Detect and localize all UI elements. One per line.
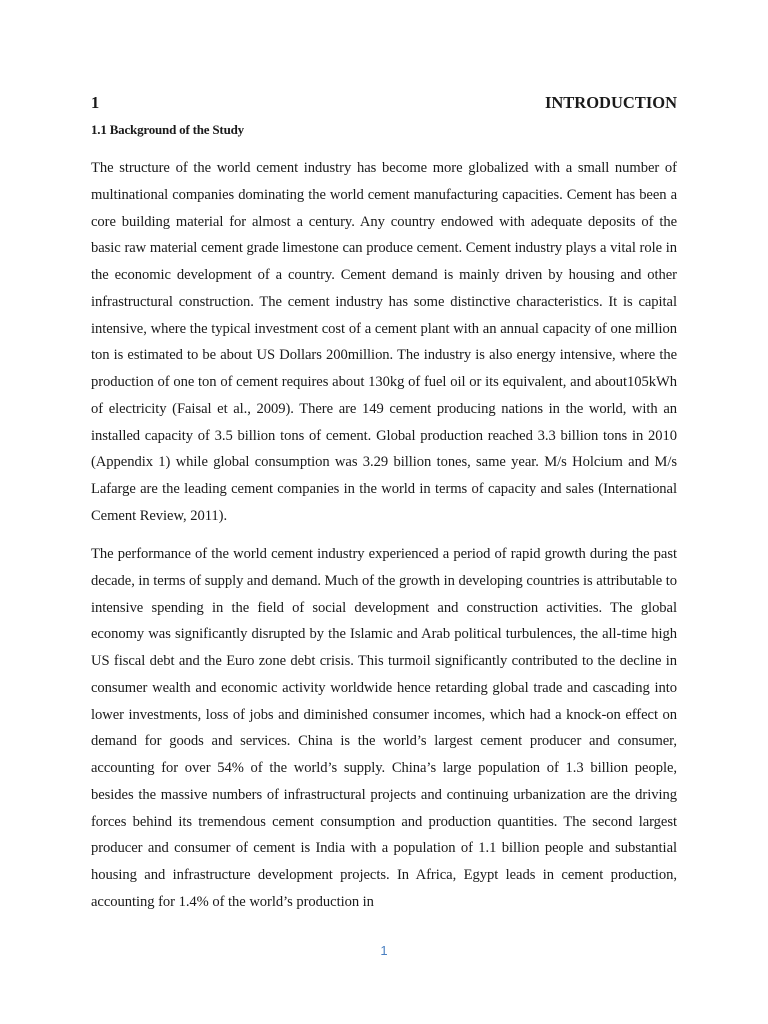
section-heading: 1.1 Background of the Study — [91, 122, 244, 137]
page-number: 1 — [380, 943, 388, 958]
chapter-number: 1 — [91, 93, 100, 112]
body-paragraph-1: The structure of the world cement industry has become more globalized with a small number of multinational companies dominating the world cement manufacturing capacities. Cement has been a core building material for almost a century. Any country endowed with adequate deposits of the basic raw material cement grade limestone can produce cement. Cement industry plays a vital role in the economic development of a country. Cement demand is mainly driven by housing and other infrastructural construction. The cement industry has some distinctive characteristics. It is capital intensive, where the typical investment cost of a cement plant with an annual capacity of one million ton is estimated to be about US Dollars 200million. The industry is also energy intensive, where the production of one ton of cement requires about 130kg of fuel oil or its equivalent, and about105kWh of electricity (Faisal et al., 2009). There are 149 cement producing nations in the world, with an installed capacity of 3.5 billion tons of cement. Global production reached 3.3 billion tons in 2010 (Appendix 1) while global consumption was 3.29 billion tones, same year. M/s Holcium and M/s Lafarge are the leading cement companies in the world in terms of capacity and sales (International Cement Review, 2011). — [91, 160, 677, 524]
chapter-heading — [91, 92, 677, 114]
body-paragraph-2: The performance of the world cement industry experienced a period of rapid growth during the past decade, in terms of supply and demand. Much of the growth in developing countries is attributable to intensive spending in the field of social development and construction activities. The global economy was significantly disrupted by the Islamic and Arab political turbulences, the all-time high US fiscal debt and the Euro zone debt crisis. This turmoil significantly contributed to the decline in consumer wealth and economic activity worldwide hence retarding global trade and cascading into lower investments, loss of jobs and diminished consumer incomes, which had a knock-on effect on demand for goods and services. China is the world’s largest cement producer and consumer, accounting for over 54% of the world’s supply. China’s large population of 1.3 billion people, besides the massive numbers of infrastructural projects and continuing urbanization are the driving forces behind its tremendous cement consumption and production quantities. The second largest producer and consumer of cement is India with a population of 1.1 billion people and substantial housing and infrastructure development projects. In Africa, Egypt leads in cement production, accounting for 1.4% of the world’s production in — [91, 546, 677, 910]
chapter-title: INTRODUCTION — [544, 93, 677, 112]
